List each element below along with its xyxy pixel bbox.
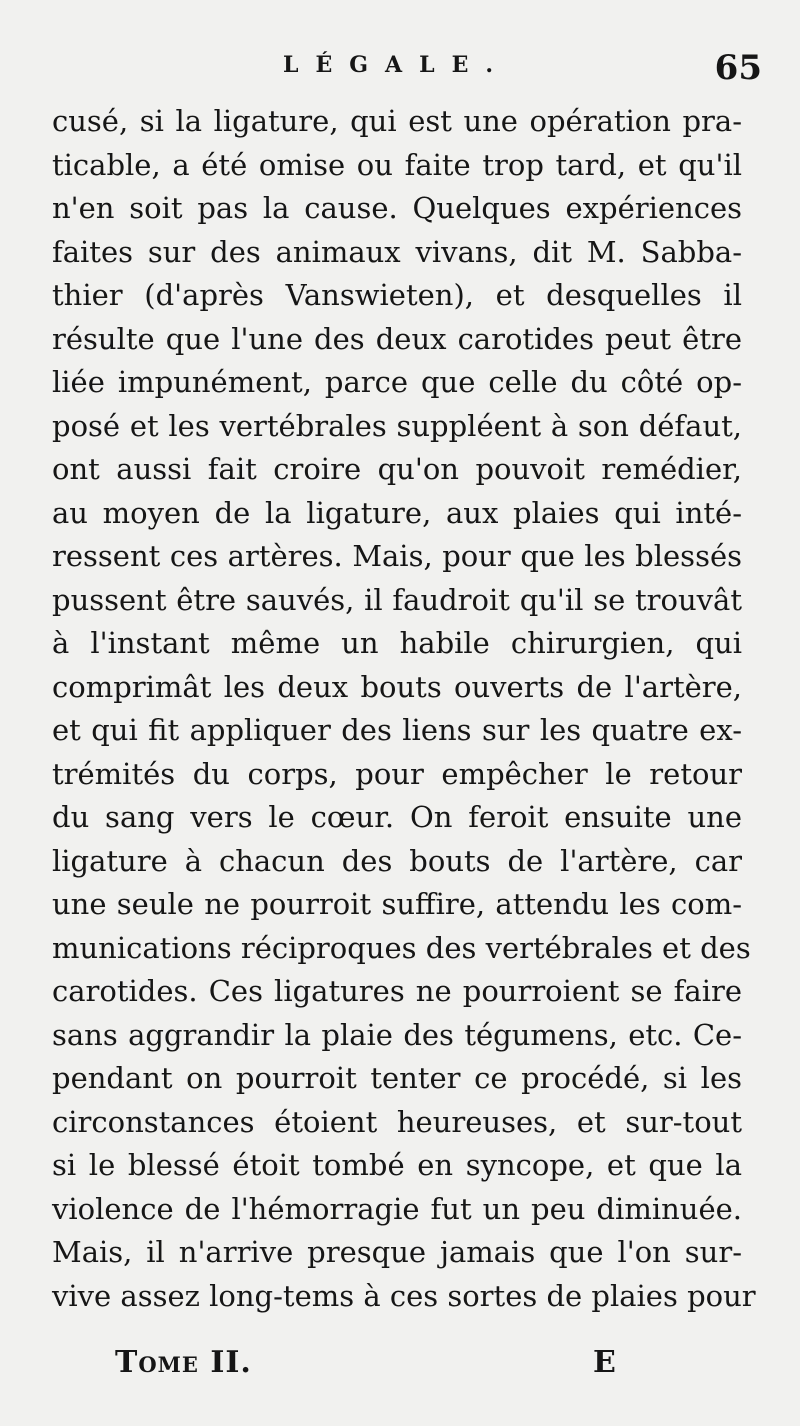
text-line: circonstances étoient heureuses, et sur-tout	[52, 1104, 742, 1139]
text-line: et qui fit appliquer des liens sur les quatre ex-	[52, 713, 742, 747]
text-line: ticable, a été omise ou faite trop tard, et qu'il	[52, 147, 742, 182]
text-line: au moyen de la ligature, aux plaies qui inté-	[52, 495, 742, 530]
text-line: posé et les vertébrales suppléent à son défaut,	[52, 408, 742, 443]
text-line: liée impunément, parce que celle du côté op-	[52, 365, 742, 399]
text-line: Mais, il n'arrive presque jamais que l'on sur-	[52, 1235, 742, 1269]
text-line: trémités du corps, pour empêcher le retour	[52, 756, 742, 791]
text-line: n'en soit pas la cause. Quelques expériences	[52, 191, 742, 225]
page-footer	[0, 1345, 800, 1395]
text-line: cusé, si la ligature, qui est une opération pra-	[52, 104, 742, 138]
text-line: comprimât les deux bouts ouverts de l'artère,	[52, 669, 742, 704]
text-line: sans aggrandir la plaie des tégumens, etc. Ce-	[52, 1017, 742, 1052]
running-title: LÉGALE.	[283, 52, 510, 78]
text-line: une seule ne pourroit suffire, attendu les com-	[52, 887, 742, 921]
text-line: si le blessé étoit tombé en syncope, et que la	[52, 1148, 742, 1182]
text-line: faites sur des animaux vivans, dit M. Sabba-	[52, 234, 742, 269]
text-line: carotides. Ces ligatures ne pourroient se faire	[52, 974, 742, 1008]
text-line: munications réciproques des vertébrales et des	[52, 930, 751, 965]
text-line: ligature à chacun des bouts de l'artère, car	[52, 843, 742, 878]
body-text	[52, 100, 756, 1318]
text-line: pendant on pourroit tenter ce procédé, si les	[52, 1061, 742, 1095]
text-line: ont aussi fait croire qu'on pouvoit remédier,	[52, 452, 742, 486]
text-line: pussent être sauvés, il faudroit qu'il se trouvât	[52, 582, 742, 617]
page-number: 65	[714, 48, 762, 88]
volume-label: Tome II.	[115, 1345, 252, 1380]
text-line: violence de l'hémorragie fut un peu diminuée.	[52, 1191, 742, 1226]
text-line: ressent ces artères. Mais, pour que les blessés	[52, 539, 742, 573]
text-line: résulte que l'une des deux carotides peut être	[52, 321, 742, 356]
text-line: du sang vers le cœur. On feroit ensuite une	[52, 800, 742, 834]
running-head	[0, 48, 800, 88]
text-line: à l'instant même un habile chirurgien, qui	[52, 626, 742, 660]
signature-mark: E	[593, 1345, 616, 1380]
text-line: vive assez long-tems à ces sortes de plaies pour	[52, 1278, 756, 1313]
text-line: thier (d'après Vanswieten), et desquelles il	[52, 278, 742, 312]
